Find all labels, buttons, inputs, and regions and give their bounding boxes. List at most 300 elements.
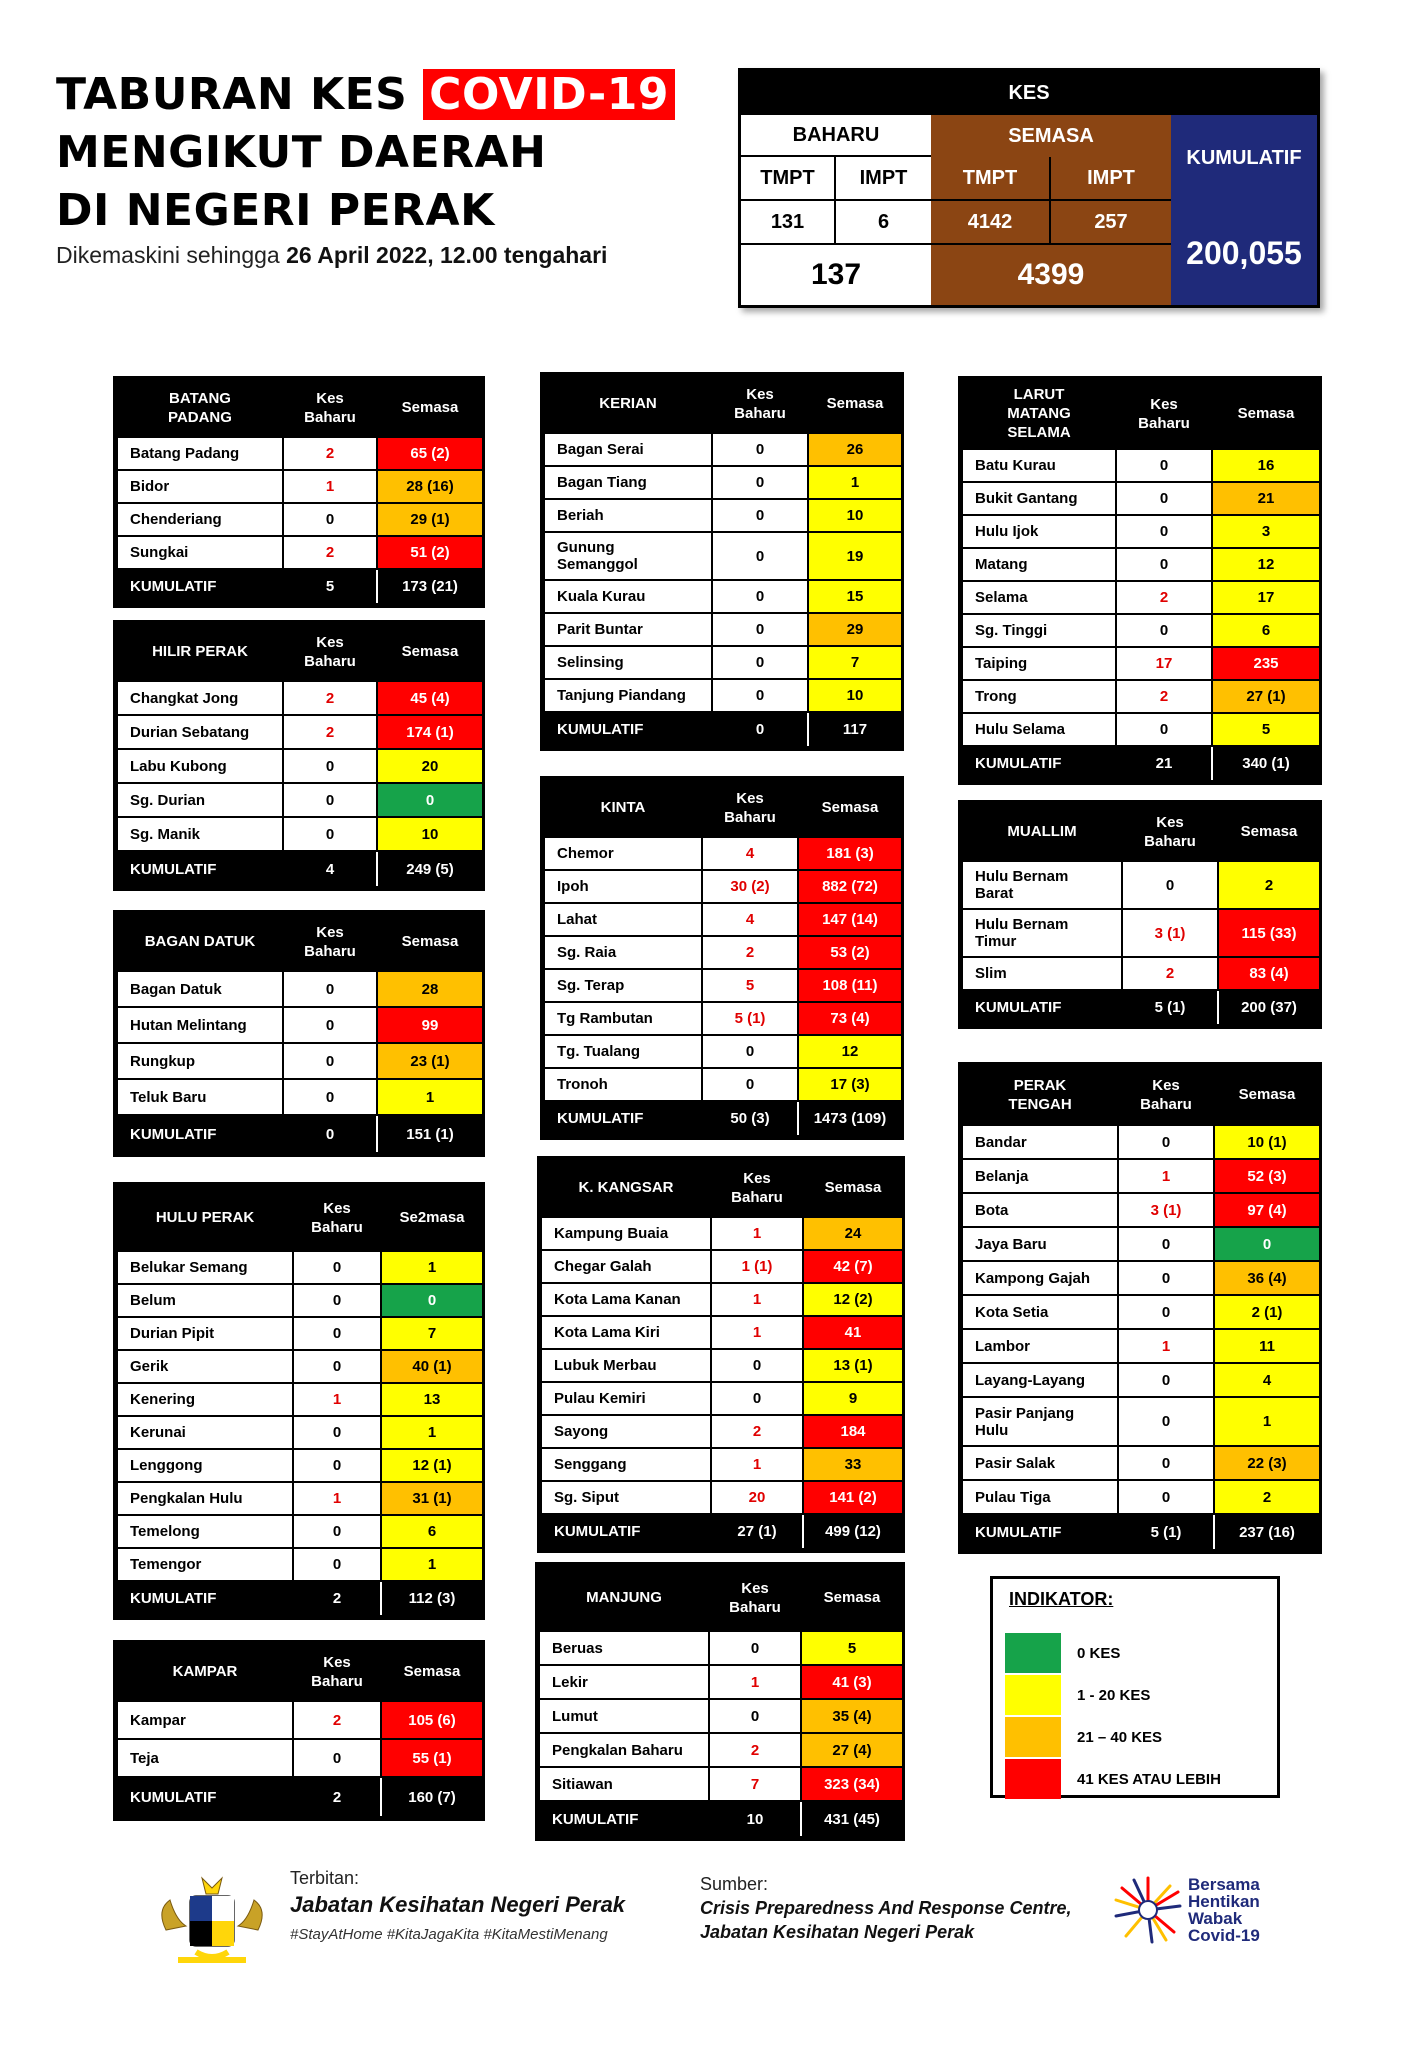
district-name: K. KANGSAR xyxy=(541,1159,711,1217)
column-header-kes-baharu: Kes Baharu xyxy=(283,623,377,681)
kes-baharu-value: 1 xyxy=(1118,1159,1214,1193)
kumulatif-kes-baharu: 10 xyxy=(709,1801,801,1837)
kumulatif-semasa: 173 (21) xyxy=(377,569,483,604)
table-row xyxy=(117,1383,483,1416)
semasa-value: 2 xyxy=(1214,1480,1320,1514)
district-name: KINTA xyxy=(544,779,702,837)
kumulatif-label: KUMULATIF xyxy=(117,1581,293,1616)
semasa-value: 13 (1) xyxy=(803,1349,903,1382)
semasa-value: 235 xyxy=(1212,647,1320,680)
semasa-value: 10 xyxy=(377,817,483,851)
table-row xyxy=(962,909,1320,957)
table-row xyxy=(117,1449,483,1482)
mukim-name: Rungkup xyxy=(117,1043,283,1079)
table-row xyxy=(962,515,1320,548)
mukim-name: Kampung Buaia xyxy=(541,1217,711,1250)
column-header-semasa: Semasa xyxy=(798,779,902,837)
district-header-row xyxy=(962,803,1320,861)
mukim-name: Chemor xyxy=(544,837,702,870)
mukim-name: Lekir xyxy=(539,1665,709,1699)
kumulatif-semasa: 499 (12) xyxy=(803,1514,903,1549)
semasa-value: 36 (4) xyxy=(1214,1261,1320,1295)
kes-baharu-value: 0 xyxy=(1118,1446,1214,1480)
indicator-legend xyxy=(990,1576,1280,1798)
mukim-name: Hulu Selama xyxy=(962,713,1116,746)
column-header-kes-baharu: Kes Baharu xyxy=(702,779,798,837)
summary-baharu-header: BAHARU xyxy=(741,115,931,157)
mukim-name: Pulau Tiga xyxy=(962,1480,1118,1514)
district-table-larut-matang-selama xyxy=(958,376,1322,785)
table-row xyxy=(544,679,902,712)
kumulatif-row xyxy=(117,569,483,604)
table-row xyxy=(117,1007,483,1043)
kumulatif-row xyxy=(544,1101,902,1136)
mukim-name: Kampong Gajah xyxy=(962,1261,1118,1295)
semasa-value: 52 (3) xyxy=(1214,1159,1320,1193)
semasa-value: 35 (4) xyxy=(801,1699,903,1733)
kes-baharu-value: 20 xyxy=(711,1481,803,1514)
kes-baharu-value: 3 (1) xyxy=(1122,909,1218,957)
kumulatif-kes-baharu: 2 xyxy=(293,1581,381,1616)
district-table-grid xyxy=(116,1185,484,1617)
semasa-value: 10 xyxy=(808,679,902,712)
table-row xyxy=(117,1251,483,1284)
district-table-manjung xyxy=(535,1562,905,1841)
kes-baharu-value: 0 xyxy=(712,646,808,679)
kes-baharu-value: 7 xyxy=(709,1767,801,1801)
kumulatif-row xyxy=(962,1514,1320,1550)
semasa-value: 5 xyxy=(1212,713,1320,746)
table-row xyxy=(962,1329,1320,1363)
kes-baharu-value: 0 xyxy=(1116,515,1212,548)
indicator-swatch xyxy=(1005,1633,1061,1673)
mukim-name: Layang-Layang xyxy=(962,1363,1118,1397)
mukim-name: Pengkalan Baharu xyxy=(539,1733,709,1767)
mukim-name: Gerik xyxy=(117,1350,293,1383)
kes-baharu-value: 0 xyxy=(293,1251,381,1284)
kumulatif-kes-baharu: 5 xyxy=(283,569,377,604)
mukim-name: Jaya Baru xyxy=(962,1227,1118,1261)
mukim-name: Bagan Datuk xyxy=(117,971,283,1007)
campaign-text: Bersama Hentikan Wabak Covid-19 xyxy=(1188,1875,1260,1945)
kumulatif-kes-baharu: 0 xyxy=(712,712,808,747)
semasa-value: 23 (1) xyxy=(377,1043,483,1079)
kumulatif-label: KUMULATIF xyxy=(544,712,712,747)
district-table-grid xyxy=(116,379,484,605)
semasa-value: 323 (34) xyxy=(801,1767,903,1801)
district-table-grid xyxy=(116,913,484,1154)
table-row xyxy=(117,470,483,503)
column-header-semasa: Semasa xyxy=(377,913,483,971)
mukim-name: Sitiawan xyxy=(539,1767,709,1801)
kes-baharu-value: 0 xyxy=(283,749,377,783)
semasa-value: 27 (4) xyxy=(801,1733,903,1767)
district-table-grid xyxy=(961,379,1321,782)
indicator-label: 41 KES ATAU LEBIH xyxy=(1077,1770,1221,1788)
indicator-swatch xyxy=(1005,1717,1061,1757)
district-table-grid xyxy=(538,1565,904,1838)
column-header-kes-baharu: Kes Baharu xyxy=(293,1643,381,1701)
kes-baharu-value: 1 xyxy=(293,1383,381,1416)
district-header-row xyxy=(117,623,483,681)
kes-baharu-value: 2 xyxy=(711,1415,803,1448)
table-row xyxy=(117,715,483,749)
table-row xyxy=(541,1349,903,1382)
column-header-kes-baharu: Kes Baharu xyxy=(1122,803,1218,861)
table-row xyxy=(962,647,1320,680)
kes-baharu-value: 1 xyxy=(711,1283,803,1316)
mukim-name: Selama xyxy=(962,581,1116,614)
semasa-value: 53 (2) xyxy=(798,936,902,969)
district-header-row xyxy=(117,913,483,971)
table-row xyxy=(541,1217,903,1250)
kes-baharu-value: 0 xyxy=(283,1007,377,1043)
mukim-name: Ipoh xyxy=(544,870,702,903)
mukim-name: Kerunai xyxy=(117,1416,293,1449)
kes-baharu-value: 0 xyxy=(293,1317,381,1350)
district-header-row xyxy=(117,1185,483,1251)
mukim-name: Bota xyxy=(962,1193,1118,1227)
kes-baharu-value: 0 xyxy=(293,1350,381,1383)
mukim-name: Lubuk Merbau xyxy=(541,1349,711,1382)
semasa-value: 13 xyxy=(381,1383,483,1416)
mukim-name: Sg. Siput xyxy=(541,1481,711,1514)
semasa-value: 115 (33) xyxy=(1218,909,1320,957)
kes-baharu-value: 0 xyxy=(711,1349,803,1382)
kes-baharu-value: 0 xyxy=(283,971,377,1007)
mukim-name: Kampar xyxy=(117,1701,293,1739)
column-header-kes-baharu: Kes Baharu xyxy=(709,1565,801,1631)
mukim-name: Durian Pipit xyxy=(117,1317,293,1350)
kes-baharu-value: 0 xyxy=(293,1515,381,1548)
semasa-value: 29 (1) xyxy=(377,503,483,536)
semasa-value: 28 xyxy=(377,971,483,1007)
district-name: BAGAN DATUK xyxy=(117,913,283,971)
mukim-name: Beriah xyxy=(544,499,712,532)
table-row xyxy=(539,1665,903,1699)
kes-baharu-value: 0 xyxy=(1118,1227,1214,1261)
table-row xyxy=(117,1350,483,1383)
district-table-grid xyxy=(961,1065,1321,1551)
kumulatif-label: KUMULATIF xyxy=(962,746,1116,781)
table-row xyxy=(544,969,902,1002)
mukim-name: Kota Lama Kanan xyxy=(541,1283,711,1316)
column-header-kes-baharu: Kes Baharu xyxy=(711,1159,803,1217)
semasa-value: 97 (4) xyxy=(1214,1193,1320,1227)
title-line-2: MENGIKUT DAERAH xyxy=(56,127,547,178)
mukim-name: Teluk Baru xyxy=(117,1079,283,1115)
summary-baharu-impt-value: 6 xyxy=(836,201,931,245)
table-row xyxy=(117,1043,483,1079)
district-table-grid xyxy=(116,1643,484,1818)
kes-baharu-value: 0 xyxy=(1118,1261,1214,1295)
district-table-k-kangsar xyxy=(537,1156,905,1553)
kes-baharu-value: 2 xyxy=(293,1701,381,1739)
source-line-1: Crisis Preparedness And Response Centre, xyxy=(700,1898,1072,1918)
kumulatif-kes-baharu: 21 xyxy=(1116,746,1212,781)
kumulatif-kes-baharu: 2 xyxy=(293,1777,381,1817)
district-table-perak-tengah xyxy=(958,1062,1322,1554)
table-row xyxy=(544,837,902,870)
kes-baharu-value: 1 xyxy=(711,1316,803,1349)
kes-baharu-value: 2 xyxy=(283,715,377,749)
indicator-swatch xyxy=(1005,1675,1061,1715)
kumulatif-row xyxy=(962,990,1320,1025)
column-header-kes-baharu: Kes Baharu xyxy=(293,1185,381,1251)
mukim-name: Sg. Raia xyxy=(544,936,702,969)
summary-kumulatif-total: 200,055 xyxy=(1171,201,1317,305)
table-row xyxy=(962,1446,1320,1480)
district-name: HILIR PERAK xyxy=(117,623,283,681)
kes-baharu-value: 2 xyxy=(283,681,377,715)
mukim-name: Pasir Panjang Hulu xyxy=(962,1397,1118,1446)
kumulatif-row xyxy=(117,1777,483,1817)
kes-baharu-value: 0 xyxy=(283,503,377,536)
kes-baharu-value: 0 xyxy=(1122,861,1218,909)
kes-baharu-value: 0 xyxy=(1116,713,1212,746)
summary-baharu-tmpt-value: 131 xyxy=(741,201,836,245)
indicator-item xyxy=(1005,1717,1265,1757)
semasa-value: 41 xyxy=(803,1316,903,1349)
kumulatif-row xyxy=(544,712,902,747)
semasa-value: 29 xyxy=(808,613,902,646)
table-row xyxy=(544,936,902,969)
kes-baharu-value: 3 (1) xyxy=(1118,1193,1214,1227)
campaign-logo xyxy=(1112,1870,1292,1950)
district-name: MANJUNG xyxy=(539,1565,709,1631)
semasa-value: 15 xyxy=(808,580,902,613)
semasa-value: 31 (1) xyxy=(381,1482,483,1515)
semasa-value: 882 (72) xyxy=(798,870,902,903)
mukim-name: Kota Lama Kiri xyxy=(541,1316,711,1349)
semasa-value: 73 (4) xyxy=(798,1002,902,1035)
publisher-label: Terbitan: xyxy=(290,1868,360,1888)
table-row xyxy=(541,1448,903,1481)
district-name: MUALLIM xyxy=(962,803,1122,861)
district-table-kerian xyxy=(540,372,904,751)
kes-baharu-value: 0 xyxy=(712,580,808,613)
mukim-name: Sg. Tinggi xyxy=(962,614,1116,647)
mukim-name: Bagan Serai xyxy=(544,433,712,466)
semasa-value: 45 (4) xyxy=(377,681,483,715)
kes-baharu-value: 0 xyxy=(293,1416,381,1449)
kes-baharu-value: 0 xyxy=(712,499,808,532)
mukim-name: Sg. Durian xyxy=(117,783,283,817)
kumulatif-row xyxy=(117,1115,483,1153)
semasa-value: 24 xyxy=(803,1217,903,1250)
mukim-name: Lambor xyxy=(962,1329,1118,1363)
kumulatif-semasa: 237 (16) xyxy=(1214,1514,1320,1550)
semasa-value: 22 (3) xyxy=(1214,1446,1320,1480)
kumulatif-semasa: 160 (7) xyxy=(381,1777,483,1817)
semasa-value: 27 (1) xyxy=(1212,680,1320,713)
mukim-name: Sg. Manik xyxy=(117,817,283,851)
mukim-name: Kuala Kurau xyxy=(544,580,712,613)
semasa-value: 11 xyxy=(1214,1329,1320,1363)
table-row xyxy=(962,1193,1320,1227)
kes-baharu-value: 17 xyxy=(1116,647,1212,680)
kes-baharu-value: 0 xyxy=(1118,1480,1214,1514)
kes-baharu-value: 1 xyxy=(711,1217,803,1250)
column-header-kes-baharu: Kes Baharu xyxy=(712,375,808,433)
kes-baharu-value: 0 xyxy=(293,1284,381,1317)
semasa-value: 12 (2) xyxy=(803,1283,903,1316)
kes-baharu-value: 2 xyxy=(1116,680,1212,713)
mukim-name: Tanjung Piandang xyxy=(544,679,712,712)
mukim-name: Gunung Semanggol xyxy=(544,532,712,580)
column-header-semasa: Semasa xyxy=(1218,803,1320,861)
mukim-name: Belum xyxy=(117,1284,293,1317)
district-header-row xyxy=(541,1159,903,1217)
updated-timestamp: Dikemaskini sehingga 26 April 2022, 12.00 tengahari xyxy=(56,242,608,268)
kumulatif-semasa: 249 (5) xyxy=(377,851,483,887)
table-row xyxy=(117,971,483,1007)
mukim-name: Taiping xyxy=(962,647,1116,680)
table-row xyxy=(117,817,483,851)
column-header-semasa: Semasa xyxy=(1214,1065,1320,1125)
mukim-name: Bagan Tiang xyxy=(544,466,712,499)
semasa-value: 108 (11) xyxy=(798,969,902,1002)
table-row xyxy=(117,1548,483,1581)
mukim-name: Tg Rambutan xyxy=(544,1002,702,1035)
mukim-name: Hulu Bernam Timur xyxy=(962,909,1122,957)
semasa-value: 4 xyxy=(1214,1363,1320,1397)
district-table-bagan-datuk xyxy=(113,910,485,1157)
column-header-semasa: Semasa xyxy=(377,623,483,681)
mukim-name: Bukit Gantang xyxy=(962,482,1116,515)
mukim-name: Hutan Melintang xyxy=(117,1007,283,1043)
kes-baharu-value: 0 xyxy=(702,1035,798,1068)
mukim-name: Pengkalan Hulu xyxy=(117,1482,293,1515)
semasa-value: 16 xyxy=(1212,449,1320,482)
kes-baharu-value: 0 xyxy=(702,1068,798,1101)
kes-baharu-value: 0 xyxy=(1118,1363,1214,1397)
table-row xyxy=(962,581,1320,614)
semasa-value: 147 (14) xyxy=(798,903,902,936)
table-row xyxy=(541,1415,903,1448)
source-label: Sumber: xyxy=(700,1874,769,1894)
table-row xyxy=(544,580,902,613)
summary-semasa-tmpt-value: 4142 xyxy=(931,201,1051,245)
kes-baharu-value: 0 xyxy=(283,817,377,851)
kes-baharu-value: 0 xyxy=(1116,449,1212,482)
mukim-name: Lahat xyxy=(544,903,702,936)
table-row xyxy=(539,1699,903,1733)
indicator-title: INDIKATOR: xyxy=(1009,1589,1114,1609)
indicator-label: 1 - 20 KES xyxy=(1077,1686,1151,1704)
column-header-semasa: Semasa xyxy=(808,375,902,433)
district-table-batang-padang xyxy=(113,376,485,608)
kumulatif-label: KUMULATIF xyxy=(962,990,1122,1025)
kes-baharu-value: 0 xyxy=(712,532,808,580)
table-row xyxy=(962,548,1320,581)
column-header-semasa: Semasa xyxy=(377,379,483,437)
publisher-name: Jabatan Kesihatan Negeri Perak xyxy=(290,1892,626,1917)
district-table-kinta xyxy=(540,776,904,1140)
mukim-name: Hulu Ijok xyxy=(962,515,1116,548)
column-header-kes-baharu: Kes Baharu xyxy=(283,379,377,437)
table-row xyxy=(544,646,902,679)
mukim-name: Sayong xyxy=(541,1415,711,1448)
table-row xyxy=(541,1250,903,1283)
kumulatif-label: KUMULATIF xyxy=(117,1115,283,1153)
mukim-name: Bandar xyxy=(962,1125,1118,1159)
mukim-name: Lenggong xyxy=(117,1449,293,1482)
district-name: HULU PERAK xyxy=(117,1185,293,1251)
semasa-value: 41 (3) xyxy=(801,1665,903,1699)
semasa-value: 1 xyxy=(1214,1397,1320,1446)
semasa-value: 99 xyxy=(377,1007,483,1043)
semasa-value: 20 xyxy=(377,749,483,783)
district-header-row xyxy=(117,379,483,437)
mukim-name: Kenering xyxy=(117,1383,293,1416)
table-row xyxy=(962,1295,1320,1329)
table-row xyxy=(544,870,902,903)
mukim-name: Temengor xyxy=(117,1548,293,1581)
kes-baharu-value: 0 xyxy=(283,783,377,817)
table-row xyxy=(544,433,902,466)
semasa-value: 1 xyxy=(381,1548,483,1581)
table-row xyxy=(962,1159,1320,1193)
district-header-row xyxy=(544,375,902,433)
summary-semasa-total: 4399 xyxy=(931,245,1171,305)
table-row xyxy=(962,1363,1320,1397)
state-crest-logo xyxy=(156,1870,268,1970)
semasa-value: 6 xyxy=(1212,614,1320,647)
semasa-value: 83 (4) xyxy=(1218,957,1320,990)
table-row xyxy=(117,783,483,817)
table-row xyxy=(541,1481,903,1514)
column-header-kes-baharu: Kes Baharu xyxy=(1118,1065,1214,1125)
table-row xyxy=(962,449,1320,482)
virus-burst-icon xyxy=(1112,1874,1184,1946)
summary-baharu-tmpt-label: TMPT xyxy=(741,157,836,201)
kumulatif-label: KUMULATIF xyxy=(962,1514,1118,1550)
source-line-2: Jabatan Kesihatan Negeri Perak xyxy=(700,1922,975,1942)
mukim-name: Batang Padang xyxy=(117,437,283,470)
table-row xyxy=(117,1284,483,1317)
district-table-grid xyxy=(540,1159,904,1550)
table-row xyxy=(539,1631,903,1665)
semasa-value: 12 xyxy=(798,1035,902,1068)
district-name: KERIAN xyxy=(544,375,712,433)
column-header-semasa: Se2masa xyxy=(381,1185,483,1251)
semasa-value: 6 xyxy=(381,1515,483,1548)
district-name: PERAK TENGAH xyxy=(962,1065,1118,1125)
kes-baharu-value: 0 xyxy=(711,1382,803,1415)
district-header-row xyxy=(544,779,902,837)
semasa-value: 7 xyxy=(808,646,902,679)
district-header-row xyxy=(117,1643,483,1701)
semasa-value: 0 xyxy=(381,1284,483,1317)
semasa-value: 1 xyxy=(381,1416,483,1449)
district-table-grid xyxy=(543,375,903,748)
kes-baharu-value: 0 xyxy=(1118,1125,1214,1159)
semasa-value: 181 (3) xyxy=(798,837,902,870)
mukim-name: Trong xyxy=(962,680,1116,713)
semasa-value: 141 (2) xyxy=(803,1481,903,1514)
table-row xyxy=(117,1317,483,1350)
page-title xyxy=(56,66,675,240)
semasa-value: 1 xyxy=(377,1079,483,1115)
summary-semasa-header: SEMASA xyxy=(931,115,1171,157)
summary-baharu-impt-label: IMPT xyxy=(836,157,931,201)
table-row xyxy=(962,680,1320,713)
semasa-value: 105 (6) xyxy=(381,1701,483,1739)
table-row xyxy=(544,466,902,499)
column-header-kes-baharu: Kes Baharu xyxy=(283,913,377,971)
summary-semasa-impt-value: 257 xyxy=(1051,201,1171,245)
